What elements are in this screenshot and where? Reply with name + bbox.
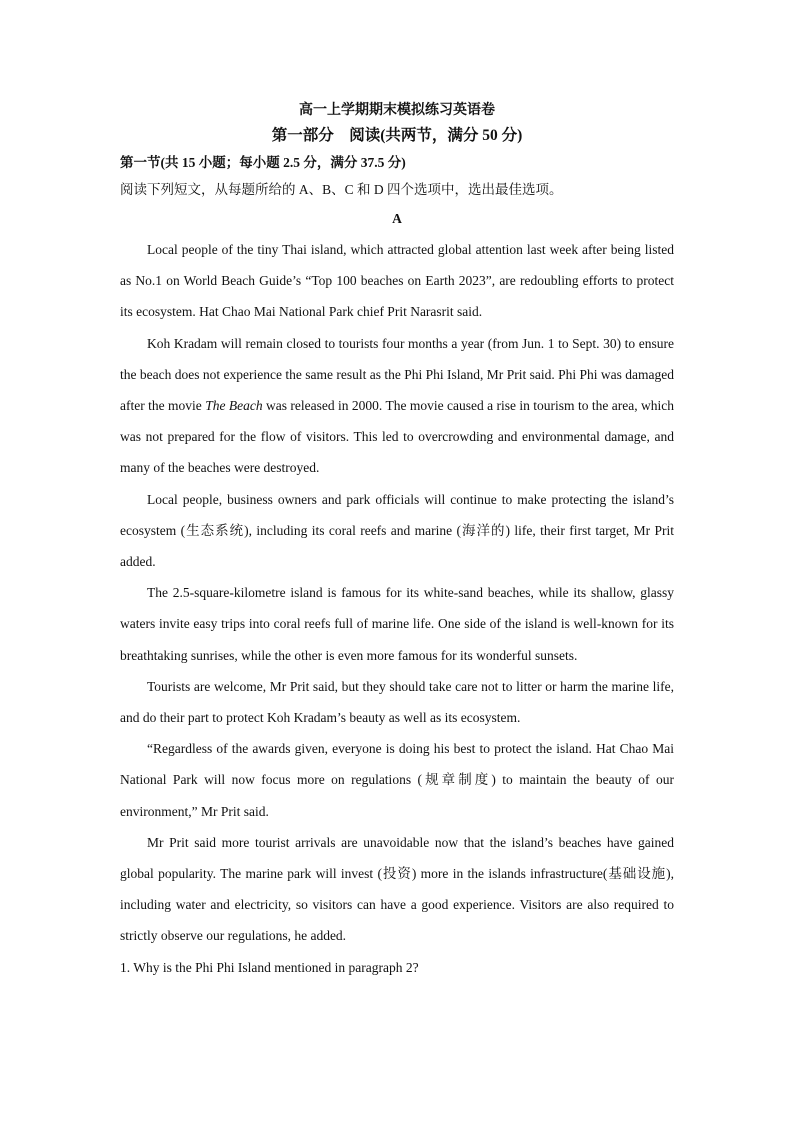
part-title: 第一部分 阅读(共两节，满分 50 分) [271,127,523,144]
paragraph-1: Local people of the tiny Thai island, which attracted global attention last week after being listed as No.1 on World Beach Guide’s “Top 100 beaches on Earth 2023”, are redoubling efforts to protect its ecosystem. Hat Chao Mai National Park chief Prit Narasrit said. [120,242,674,320]
paragraph-2-text-after: was released in 2000. The movie caused a rise in tourism to the area, which was not prepared for the flow of visitors. This led to overcrowding and environmental damage, and many of the beaches were destroyed. [120,398,675,476]
movie-title: The Beach [205,398,263,414]
question-1: 1. Why is the Phi Phi Island mentioned in paragraph 2? [120,959,419,975]
paragraph-3: Local people, business owners and park officials will continue to make protecting the island’s ecosystem (生态系统), including its coral reefs and marine (海洋的) life, their first target, Mr Prit added. [120,491,674,570]
instructions: 阅读下列短文，从每题所给的 A、B、C 和 D 四个选项中，选出最佳选项。 [120,182,563,197]
document-title: 高一上学期期末模拟练习英语卷 [299,103,495,118]
passage-label: A [392,211,402,226]
paragraph-2-text-before: Koh Kradam will remain closed to tourists four months a year (from Jun. 1 to Sept. 30) to ensure the beach does not experience the same result as the Phi Phi Island, Mr Prit said. Phi Phi was damaged after the movie [120,335,674,414]
section-title: 第一节(共 15 小题；每小题 2.5 分，满分 37.5 分) [120,155,406,170]
paragraph-5: Tourists are welcome, Mr Prit said, but they should take care not to litter or harm the marine life, and do their part to protect Koh Kradam’s beauty as well as its ecosystem. [120,678,674,726]
paragraph-6: “Regardless of the awards given, everyone is doing his best to protect the island. Hat Chao Mai National Park will now focus more on regulations (规章制度) to maintain the beauty of our environment,” Mr Prit said. [120,741,674,819]
paragraph-2 [120,328,674,484]
paragraph-7: Mr Prit said more tourist arrivals are unavoidable now that the island’s beaches have gained global popularity. The marine park will invest (投资) more in the islands infrastructure(基础设施), including water and electricity, so visitors can have a good experience. Visitors are also required to strictly observe our regulations, he added. [120,834,674,944]
passage-body [120,234,674,952]
exam-page [120,100,674,983]
paragraph-4: The 2.5-square-kilometre island is famous for its white-sand beaches, while its shallow, glassy waters invite easy trips into coral reefs full of marine life. One side of the island is well-known for its breathtaking sunrises, while the other is even more famous for its wonderful sunsets. [120,585,674,663]
